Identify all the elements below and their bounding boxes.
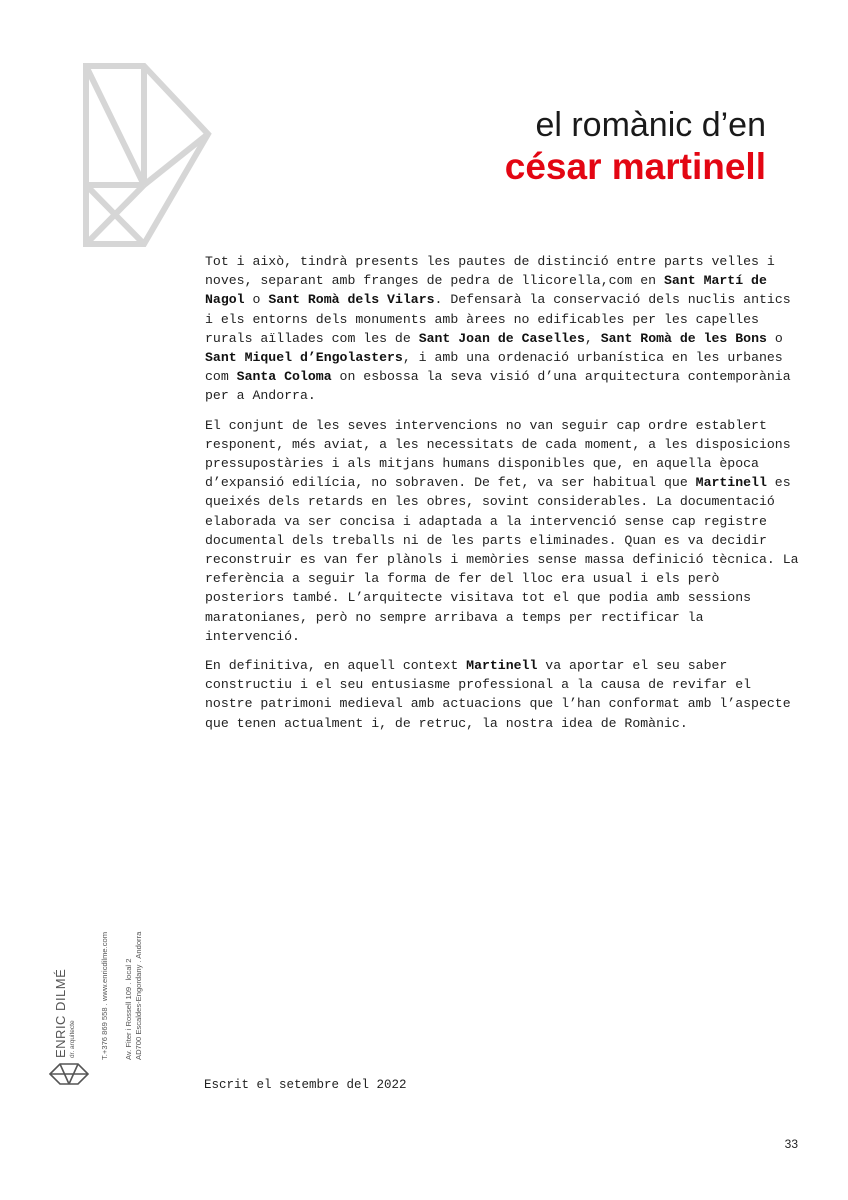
firm-name: ENRIC DILMÉ <box>53 968 68 1058</box>
firm-monogram-outline-icon <box>80 60 214 250</box>
page-number: 33 <box>784 1137 798 1151</box>
text-run: . Defensarà la conservació dels nuclis antics i els entorns dels monuments amb àrees no edificables per les capelles rurals aïllades com les de <box>205 292 791 346</box>
title-line-1: el romànic d’en <box>535 106 766 144</box>
firm-logo-icon <box>48 1062 90 1086</box>
bold-term: Santa Coloma <box>236 369 332 385</box>
bold-term: Sant Martí de Nagol <box>205 273 767 308</box>
text-run: es queixés dels retards en les obres, sovint considerables. La documentació elaborada va ser concisa i adaptada a la intervenció sense cap registre documental dels treballs ni de les parts eliminades. Quan es va decidir reconstruir es van fer plànols i memòries sense massa definició tècnica. La referència a seguir la forma de fer del lloc era usual i els però posteriors també. L’arquitecte visitava tot el que podia amb sessions maratonianes, però no sempre arribava a temps per rectificar la intervenció. <box>205 475 799 644</box>
bold-term: Sant Romà dels Vilars <box>268 292 435 308</box>
firm-sidebar <box>44 860 164 1090</box>
text-run: El conjunt de les seves intervencions no van seguir cap ordre establert responent, més aviat, a les necessitats de cada moment, a les disposicions pressupostàries i als mitjans humans disponibles que, en aquella època d’expansió edilícia, no sobraven. De fet, va ser habitual que <box>205 417 791 491</box>
bold-term: Martinell <box>695 475 767 491</box>
text-run: Tot i això, tindrà presents les pautes de distinció entre parts velles i noves, separant amb franges de pedra de llicorella,com en <box>205 254 775 289</box>
text-run: En definitiva, en aquell context <box>205 658 467 674</box>
paragraph-3 <box>205 656 805 733</box>
firm-address-line-2: AD700 Escaldes-Engordany . Andorra <box>134 931 143 1060</box>
text-run: on esbossa la seva visió d’una arquitectura contemporània per a Andorra. <box>205 369 791 404</box>
firm-contact <box>99 932 144 1060</box>
firm-phone-web: T.+376 869 558 . www.enricdilme.com <box>100 931 109 1060</box>
text-run: va aportar el seu saber constructiu i el seu entusiasme professional a la causa de revifar el nostre patrimoni medieval amb actuacions que l’han conformat amb l’aspecte que tenen actualment i, de retruc, la nostra idea de Romànic. <box>205 658 791 731</box>
text-run: , i amb una ordenació urbanística en les urbanes com <box>205 350 783 385</box>
signature-date: Escrit el setembre del 2022 <box>204 1078 407 1092</box>
firm-name-block <box>54 969 77 1058</box>
text-run: o <box>766 330 783 346</box>
firm-subtitle: dr. arquitecte <box>69 1020 76 1058</box>
paragraph-2 <box>205 416 805 646</box>
paragraph-1 <box>205 252 805 406</box>
title-line-2: césar martinell <box>504 145 766 187</box>
page-title <box>505 108 766 187</box>
bold-term: Sant Miquel d’Engolasters <box>205 350 403 366</box>
bold-term: Sant Romà de les Bons <box>600 330 767 346</box>
text-run: o <box>244 292 269 308</box>
firm-address-line-1: Av. Fiter i Rossell 109 . local 2 <box>124 958 133 1060</box>
text-run: , <box>584 330 601 346</box>
bold-term: Sant Joan de Caselles <box>418 330 585 346</box>
bold-term: Martinell <box>466 658 538 674</box>
article-body <box>205 252 805 743</box>
